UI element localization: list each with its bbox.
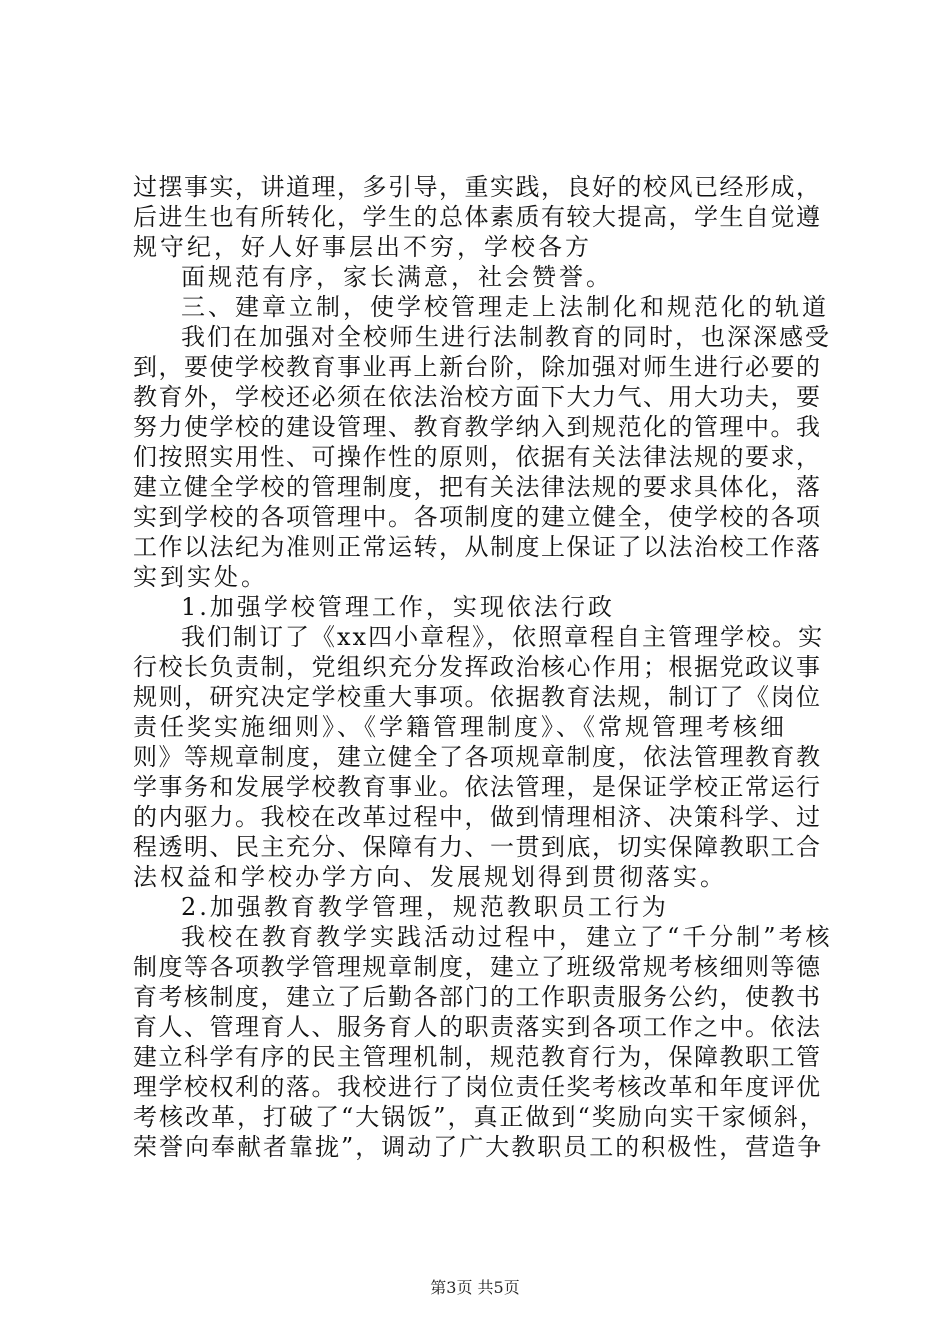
text-line: 面规范有序，家长满意，社会赞誉。 xyxy=(181,263,613,291)
text-line: 2.加强教育教学管理，规范教职员工行为 xyxy=(181,893,669,921)
text-line: 到，要使学校教育事业再上新台阶，除加强对师生进行必要的 xyxy=(133,353,822,381)
text-line: 后进生也有所转化，学生的总体素质有较大提高，学生自觉遵 xyxy=(133,203,822,231)
text-line: 三、建章立制，使学校管理走上法制化和规范化的轨道 xyxy=(181,293,829,321)
text-line: 的内驱力。我校在改革过程中，做到情理相济、决策科学、过 xyxy=(133,803,822,831)
text-line: 我们在加强对全校师生进行法制教育的同时，也深深感受 xyxy=(181,323,831,351)
text-line: 努力使学校的建设管理、教育教学纳入到规范化的管理中。我 xyxy=(133,413,822,441)
text-line: 规则，研究决定学校重大事项。依据教育法规，制订了《岗位 xyxy=(133,683,822,711)
text-line: 实到学校的各项管理中。各项制度的建立健全，使学校的各项 xyxy=(133,503,822,531)
text-line: 育考核制度，建立了后勤各部门的工作职责服务公约，使教书 xyxy=(133,983,822,1011)
text-line: 建立科学有序的民主管理机制，规范教育行为，保障教职工管 xyxy=(133,1043,822,1071)
page-footer: 第3页 共5页 xyxy=(430,1278,520,1297)
text-line: 程透明、民主充分、保障有力、一贯到底，切实保障教职工合 xyxy=(133,833,822,861)
text-line: 则》等规章制度，建立健全了各项规章制度，依法管理教育教 xyxy=(133,743,822,771)
text-line: 过摆事实，讲道理，多引导，重实践，良好的校风已经形成， xyxy=(133,173,822,201)
text-line: 责任奖实施细则》、《学籍管理制度》、《常规管理考核细 xyxy=(133,713,787,741)
text-line: 理学校权利的落。我校进行了岗位责任奖考核改革和年度评优 xyxy=(133,1073,822,1101)
text-line: 学事务和发展学校教育事业。依法管理，是保证学校正常运行 xyxy=(133,773,822,801)
text-line: 育人、管理育人、服务育人的职责落实到各项工作之中。依法 xyxy=(133,1013,822,1041)
text-line: 工作以法纪为准则正常运转，从制度上保证了以法治校工作落 xyxy=(133,533,822,561)
text-line: 法权益和学校办学方向、发展规划得到贯彻落实。 xyxy=(133,863,727,891)
text-line: 荣誉向奉献者靠拢”，调动了广大教职员工的积极性，营造争 xyxy=(133,1133,824,1161)
text-line: 1.加强学校管理工作，实现依法行政 xyxy=(181,593,615,621)
text-line: 规守纪，好人好事层出不穷，学校各方 xyxy=(133,233,592,261)
text-line: 实到实处。 xyxy=(133,563,268,591)
text-line: 教育外，学校还必须在依法治校方面下大力气、用大功夫，要 xyxy=(133,383,822,411)
text-line: 建立健全学校的管理制度，把有关法律法规的要求具体化，落 xyxy=(133,473,822,501)
text-line: 我们制订了《xx四小章程》，依照章程自主管理学校。实 xyxy=(181,623,825,651)
text-line: 行校长负责制，党组织充分发挥政治核心作用；根据党政议事 xyxy=(133,653,822,681)
text-line: 们按照实用性、可操作性的原则，依据有关法律法规的要求， xyxy=(133,443,822,471)
text-line: 制度等各项教学管理规章制度，建立了班级常规考核细则等德 xyxy=(133,953,822,981)
text-line: 考核改革，打破了“大锅饭”，真正做到“奖励向实干家倾斜， xyxy=(133,1103,826,1131)
text-line: 我校在教育教学实践活动过程中，建立了“千分制”考核 xyxy=(181,923,833,951)
document-body xyxy=(133,172,833,1162)
